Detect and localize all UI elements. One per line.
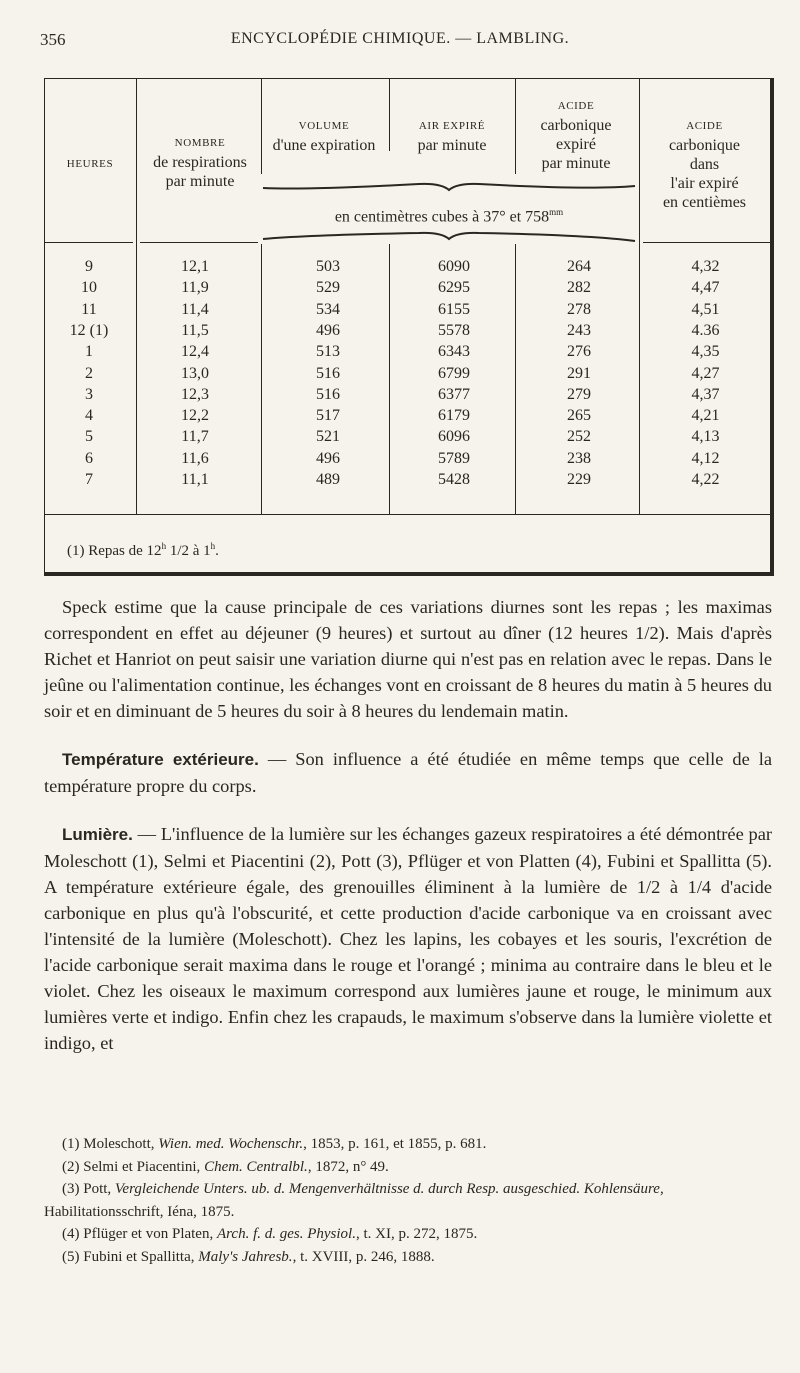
page-number: 356 — [40, 30, 66, 49]
running-title: ENCYCLOPÉDIE CHIMIQUE. — LAMBLING. — [230, 30, 570, 47]
cell-resp: 12,3 — [181, 385, 209, 403]
cell-pct: 4.36 — [691, 321, 720, 339]
col-nombre-header: NOMBRE de respirations par minute — [153, 137, 247, 190]
cell-volume: 496 — [316, 321, 340, 339]
body-text — [44, 594, 772, 1056]
paragraph-lumiere: Lumière. — L'influence de la lumière sur les échanges gazeux respiratoires a été démontrée par Moleschott (1), Selmi et Piacentini (2), Pott (3), Pflüger et von Platten (4), Fubini et Spallitta (5). A température extérieure égale, des grenouilles éliminent à la lumière de 1/2 à 1/4 d'acide carbonique en plus qu'à l'obscurité, et cette production d'acide carbonique va en croissant avec l'intensité de la lumière (Moleschott). Chez les lapins, les cobayes et les souris, l'excrétion de l'acide carbonique serait maxima dans le rouge et l'orangé ; minima au contraire dans le bleu et le violet. Chez les oiseaux le maximum correspond aux lumières jaune et rouge, le minimum aux lumières verte et indigo. Enfin chez les crapauds, le maximum s'observe dans la lumière violette et indigo, et — [44, 824, 772, 1053]
footnote: (1) Moleschott, Wien. med. Wochenschr., 1853, p. 161, et 1855, p. 681. — [62, 1136, 487, 1152]
col-divider — [261, 79, 262, 174]
lower-brace — [259, 227, 639, 247]
table-bottom-rule — [45, 514, 770, 515]
cell-heure: 10 — [81, 279, 97, 297]
cell-volume: 534 — [316, 300, 340, 318]
cell-acide: 229 — [567, 471, 591, 488]
cell-heure: 4 — [85, 407, 93, 425]
cell-air: 6295 — [438, 279, 470, 297]
table-row — [45, 320, 770, 341]
cell-resp: 11,7 — [181, 428, 209, 446]
cell-acide: 276 — [567, 343, 591, 361]
cell-resp: 12,2 — [181, 407, 209, 425]
table-row — [45, 384, 770, 405]
cell-resp: 13,0 — [181, 364, 209, 382]
cell-heure: 1 — [85, 343, 93, 361]
col-divider — [515, 79, 516, 174]
cell-pct: 4,35 — [691, 343, 720, 361]
cell-acide: 278 — [567, 300, 591, 318]
cell-air: 6343 — [438, 343, 470, 361]
table-row — [45, 363, 770, 384]
cell-resp: 12,1 — [181, 258, 209, 275]
header-rule — [140, 242, 258, 243]
cell-air: 6179 — [438, 407, 470, 425]
cell-acide: 265 — [567, 407, 591, 425]
footnote: (2) Selmi et Piacentini, Chem. Centralbl., 1872, n° 49. — [62, 1158, 389, 1175]
header-rule — [45, 242, 133, 243]
cell-acide: 291 — [567, 364, 591, 382]
cell-heure: 12 (1) — [69, 321, 109, 339]
table-row — [45, 405, 770, 426]
cell-acide: 264 — [567, 258, 591, 275]
running-head — [40, 30, 760, 56]
footnote: (4) Pflüger et von Platen, Arch. f. d. ges. Physiol., t. XI, p. 272, 1875. — [62, 1226, 478, 1242]
col-pct-header: ACIDE carbonique dans l'air expiré en centièmes — [662, 120, 747, 211]
cell-volume: 516 — [316, 364, 340, 382]
cell-volume: 503 — [316, 258, 340, 275]
cell-pct: 4,32 — [691, 258, 720, 275]
paragraph-temperature: Température extérieure. — Son influence a été étudiée en même temps que celle de la température propre du corps. — [44, 749, 772, 796]
cell-acide: 238 — [567, 449, 591, 467]
table-note: (1) Repas de 12$^h$ 1/2 à 1$^h$. — [67, 541, 219, 559]
table-row — [45, 299, 770, 320]
cell-resp: 11,4 — [181, 300, 209, 318]
cell-volume: 489 — [316, 471, 340, 488]
cell-pct: 4,51 — [691, 300, 720, 318]
units-label: en centimètres cubes à 37° et $758^{mm}$ — [334, 207, 564, 226]
cell-volume: 513 — [316, 343, 340, 361]
cell-volume: 517 — [316, 407, 340, 425]
cell-volume: 521 — [316, 428, 340, 446]
table-row — [45, 256, 770, 277]
respiration-table — [44, 78, 774, 576]
cell-pct: 4,21 — [691, 407, 720, 425]
col-divider — [389, 79, 390, 151]
col-volume-header: VOLUME d'une expiration — [272, 120, 376, 154]
cell-air: 6155 — [438, 300, 470, 318]
cell-pct: 4,27 — [691, 364, 720, 382]
footnote: (5) Fubini et Spallitta, Maly's Jahresb., t. XVIII, p. 246, 1888. — [62, 1248, 435, 1265]
cell-resp: 11,1 — [181, 471, 209, 488]
cell-acide: 243 — [567, 321, 591, 339]
col-acide-header: ACIDE carbonique expiré par minute — [540, 100, 612, 172]
cell-air: 6377 — [438, 385, 470, 403]
cell-air: 5789 — [438, 449, 470, 467]
table-row — [45, 341, 770, 362]
cell-pct: 4,22 — [691, 471, 720, 488]
cell-heure: 6 — [85, 449, 93, 467]
col-heures-header: HEURES — [66, 158, 114, 170]
cell-heure: 11 — [81, 300, 97, 318]
cell-pct: 4,13 — [691, 428, 720, 446]
table-row — [45, 469, 770, 490]
upper-brace — [259, 174, 639, 196]
table-row — [45, 448, 770, 469]
paragraph-speck: Speck estime que la cause principale de ces variations diurnes sont les repas ; les maximas correspondent en effet au déjeuner (9 heures) et surtout au dîner (12 heures 1/2). Mais d'après Richet et Hanriot on peut saisir une variation diurne qui n'est pas en relation avec le repas. Dans le jeûne ou l'alimentation continue, les échanges vont en croissant de 8 heures du matin à 5 heures du soir et en diminuant de 5 heures du soir à 8 heures du lendemain matin. — [44, 597, 772, 721]
cell-pct: 4,47 — [691, 279, 720, 297]
cell-acide: 279 — [567, 385, 591, 403]
cell-air: 5578 — [438, 321, 470, 339]
cell-resp: 11,6 — [181, 449, 209, 467]
col-air-header: AIR EXPIRÉ par minute — [417, 120, 487, 154]
cell-air: 6799 — [438, 364, 470, 382]
cell-resp: 11,5 — [181, 321, 209, 339]
cell-resp: 12,4 — [181, 343, 209, 361]
cell-pct: 4,12 — [691, 449, 720, 467]
cell-air: 6090 — [438, 258, 470, 275]
cell-heure: 3 — [85, 385, 93, 403]
table-row — [45, 426, 770, 447]
cell-pct: 4,37 — [691, 385, 720, 403]
cell-heure: 7 — [85, 471, 93, 488]
cell-heure: 2 — [85, 364, 93, 382]
table-row — [45, 277, 770, 298]
cell-air: 6096 — [438, 428, 470, 446]
cell-volume: 496 — [316, 449, 340, 467]
cell-volume: 516 — [316, 385, 340, 403]
cell-acide: 282 — [567, 279, 591, 297]
cell-resp: 11,9 — [181, 279, 209, 297]
cell-heure: 5 — [85, 428, 93, 446]
cell-acide: 252 — [567, 428, 591, 446]
cell-heure: 9 — [85, 258, 93, 275]
section-title-lumiere: Lumière. — [62, 825, 133, 844]
header-rule — [643, 242, 770, 243]
cell-volume: 529 — [316, 279, 340, 297]
footnote: (3) Pott, Vergleichende Unters. ub. d. Mengenverhältnisse d. durch Resp. ausgeschied. Kohlensäure, Habilitationsschrift, Iéna, 1875. — [44, 1181, 664, 1220]
footnotes — [44, 1133, 772, 1268]
section-title-temperature: Température extérieure. — [62, 750, 259, 769]
cell-air: 5428 — [438, 471, 470, 488]
